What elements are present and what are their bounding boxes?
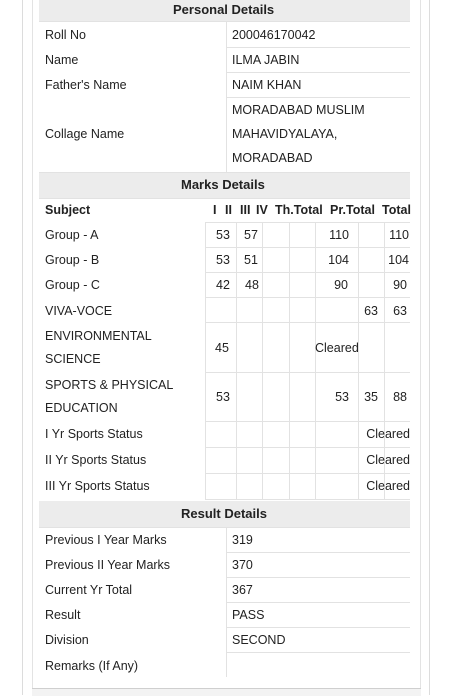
personal-details-heading: Personal Details	[173, 2, 275, 17]
mark-ii-cell: 51	[244, 253, 258, 267]
col-i: I	[213, 203, 217, 217]
col-iv: IV	[256, 203, 268, 217]
col-th-total: Th.Total	[275, 203, 323, 217]
roll-no-value: 200046170042	[232, 28, 316, 42]
subject-cell: VIVA-VOCE	[45, 304, 113, 318]
total-cell: 63	[393, 304, 407, 318]
name-value: ILMA JABIN	[232, 53, 300, 67]
remarks-label: Remarks (If Any)	[45, 659, 139, 673]
division-label: Division	[45, 633, 89, 647]
th-total-cell: 53	[335, 390, 349, 404]
th-total-cell: 110	[329, 228, 349, 242]
total-cell: 110	[389, 228, 409, 242]
pr-total-cell: 35	[364, 390, 378, 404]
college-name-label: Collage Name	[45, 127, 125, 141]
current-total-label: Current Yr Total	[45, 583, 133, 597]
status-cell: Cleared	[315, 341, 359, 355]
fathers-name-value: NAIM KHAN	[232, 78, 302, 92]
subject-cell-line-1: SPORTS & PHYSICAL	[45, 378, 174, 392]
total-cell: 104	[388, 253, 409, 267]
prev-year1-label: Previous I Year Marks	[45, 533, 167, 547]
subject-cell: Group - A	[45, 228, 99, 242]
col-ii: II	[225, 203, 232, 217]
subject-cell: III Yr Sports Status	[45, 479, 150, 493]
col-total: Total	[382, 203, 411, 217]
mark-i-cell: 45	[215, 341, 229, 355]
mark-i-cell: 53	[216, 253, 230, 267]
prev-year2-value: 370	[232, 558, 253, 572]
name-label: Name	[45, 53, 79, 67]
prev-year2-label: Previous II Year Marks	[45, 558, 171, 572]
result-details-heading: Result Details	[181, 506, 267, 521]
pr-total-cell: 63	[364, 304, 378, 318]
mark-i-cell: 42	[216, 278, 230, 292]
mark-ii-cell: 48	[245, 278, 259, 292]
current-total-value: 367	[232, 583, 253, 597]
col-iii: III	[240, 203, 251, 217]
status-cell: Cleared	[366, 427, 410, 441]
subject-cell: I Yr Sports Status	[45, 427, 143, 441]
col-pr-total: Pr.Total	[330, 203, 375, 217]
roll-no-label: Roll No	[45, 28, 86, 42]
status-cell: Cleared	[366, 479, 410, 493]
mark-i-cell: 53	[216, 390, 230, 404]
fathers-name-label: Father's Name	[45, 78, 127, 92]
th-total-cell: 90	[334, 278, 348, 292]
total-cell: 90	[393, 278, 407, 292]
college-name-line-3: MORADABAD	[232, 151, 313, 165]
th-total-cell: 104	[328, 253, 349, 267]
total-cell: 88	[393, 390, 407, 404]
subject-cell-line-1: ENVIRONMENTAL	[45, 329, 152, 343]
subject-cell: Group - B	[45, 253, 100, 267]
college-name-line-2: MAHAVIDYALAYA,	[232, 127, 338, 141]
result-value: PASS	[232, 608, 265, 622]
result-label: Result	[45, 608, 81, 622]
prev-year1-value: 319	[232, 533, 253, 547]
subject-cell: II Yr Sports Status	[45, 453, 147, 467]
col-subject: Subject	[45, 203, 91, 217]
mark-ii-cell: 57	[244, 228, 258, 242]
mark-i-cell: 53	[216, 228, 230, 242]
subject-cell: Group - C	[45, 278, 100, 292]
marks-details-heading: Marks Details	[181, 177, 265, 192]
subject-cell-line-2: SCIENCE	[45, 352, 101, 366]
college-name-line-1: MORADABAD MUSLIM	[232, 103, 365, 117]
subject-cell-line-2: EDUCATION	[45, 401, 118, 415]
status-cell: Cleared	[366, 453, 410, 467]
division-value: SECOND	[232, 633, 286, 647]
